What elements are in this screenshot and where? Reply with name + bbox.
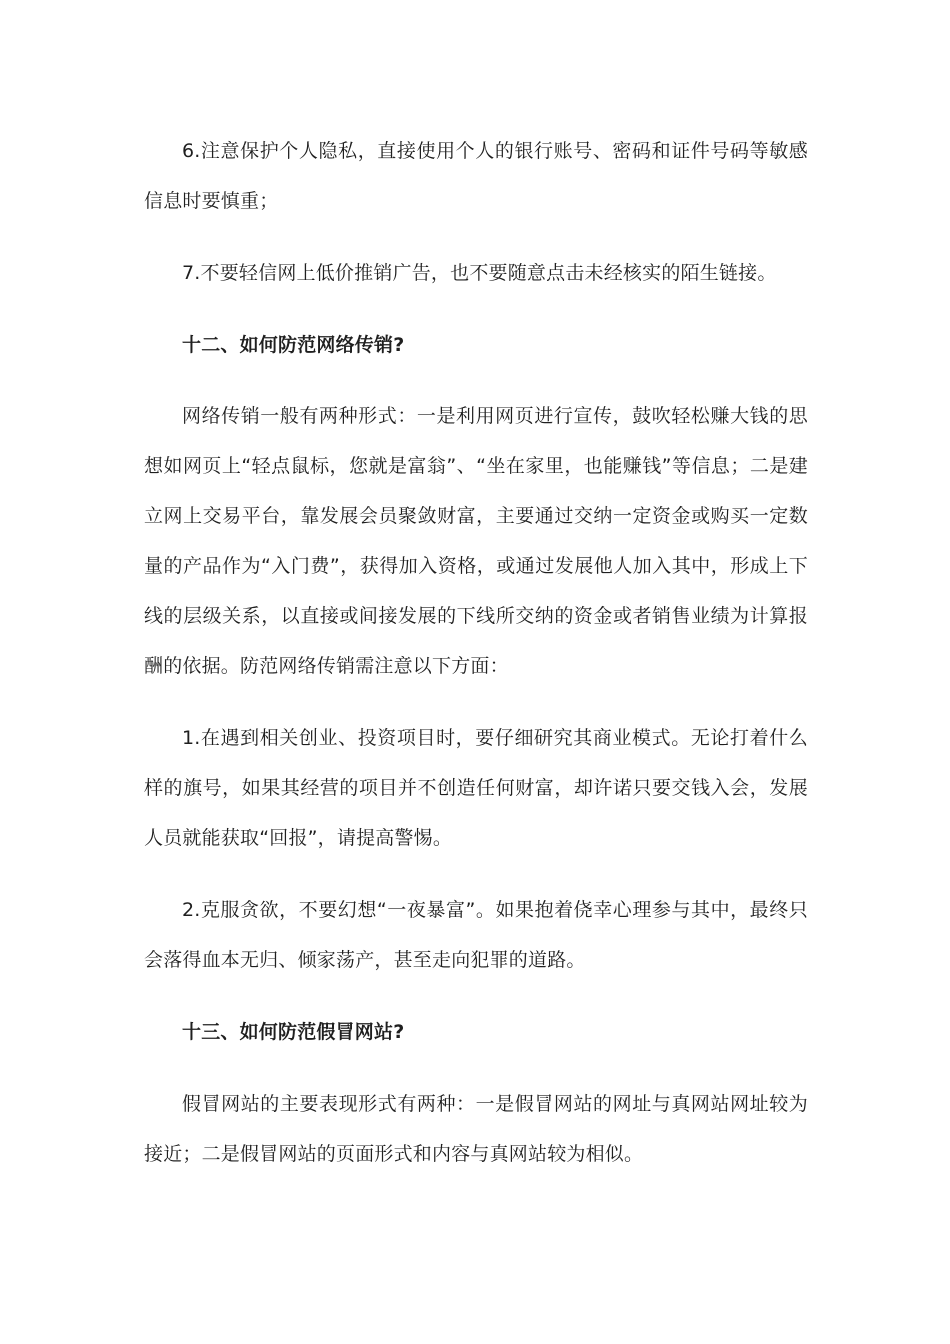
paragraph-privacy-tip: 6.注意保护个人隐私，直接使用个人的银行账号、密码和证件号码等敏感信息时要慎重； [144, 140, 808, 212]
section-heading-12: 十二、如何防范网络传销? [182, 334, 405, 356]
paragraph-ad-link-tip: 7.不要轻信网上低价推销广告，也不要随意点击未经核实的陌生链接。 [182, 262, 777, 284]
section-heading-13: 十三、如何防范假冒网站? [182, 1021, 405, 1043]
paragraph-greed-tip: 2.克服贪欲，不要幻想“一夜暴富”。如果抱着侥幸心理参与其中，最终只会落得血本无归、倾家荡产，甚至走向犯罪的道路。 [144, 899, 808, 971]
paragraph-investment-tip: 1.在遇到相关创业、投资项目时，要仔细研究其商业模式。无论打着什么样的旗号，如果其经营的项目并不创造任何财富，却许诺只要交钱入会，发展人员就能获取“回报”，请提高警惕。 [144, 727, 808, 849]
paragraph-fake-website: 假冒网站的主要表现形式有两种：一是假冒网站的网址与真网站网址较为接近；二是假冒网站的页面形式和内容与真网站较为相似。 [144, 1093, 808, 1165]
paragraph-network-mlm: 网络传销一般有两种形式：一是利用网页进行宣传，鼓吹轻松赚大钱的思想如网页上“轻点鼠标，您就是富翁”、“坐在家里，也能赚钱”等信息；二是建立网上交易平台，靠发展会员聚敛财富，主要通过交纳一定资金或购买一定数量的产品作为“入门费”，获得加入资格，或通过发展他人加入其中，形成上下线的层级关系，以直接或间接发展的下线所交纳的资金或者销售业绩为计算报酬的依据。防范网络传销需注意以下方面： [144, 405, 808, 677]
